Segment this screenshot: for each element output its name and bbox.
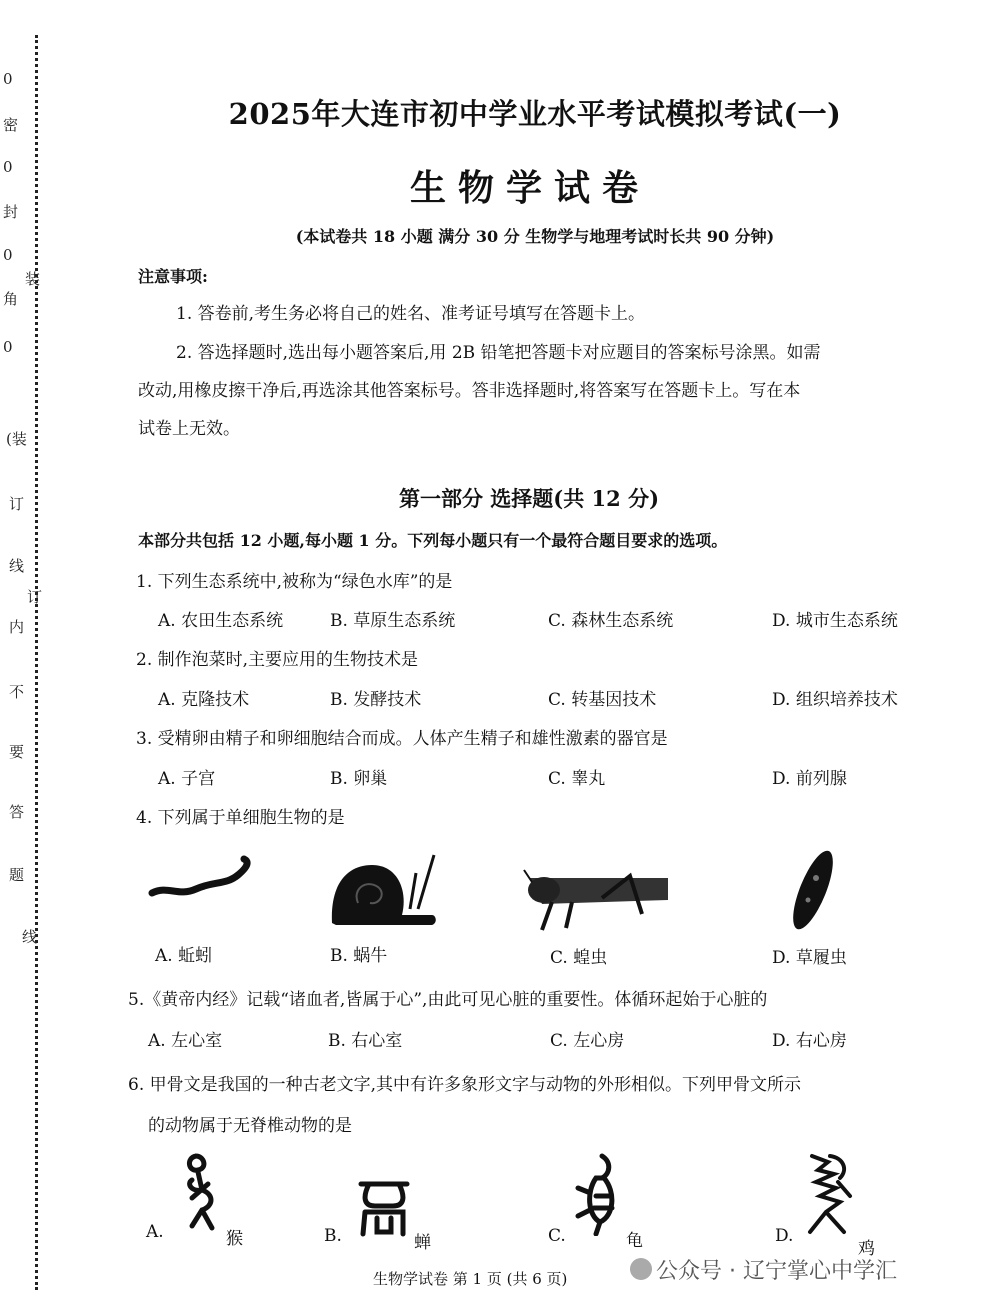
glyph-name-d: 鸡 [858, 1239, 875, 1259]
margin-char: 订 [9, 495, 25, 513]
option-d: D. 草履虫 [772, 948, 847, 968]
option-d: D. 城市生态系统 [772, 611, 898, 631]
option-d: D. 组织培养技术 [772, 690, 898, 710]
margin-char: 答 [9, 803, 25, 821]
option-b: B. 发酵技术 [330, 690, 422, 710]
margin-char: 线 [9, 557, 25, 575]
notice-item-2-cont: 改动,用橡皮擦干净后,再选涂其他答案标号。答非选择题时,将答案写在答题卡上。写在本 [138, 381, 801, 401]
glyph-name-a: 猴 [226, 1229, 243, 1249]
question-stem: 3. 受精卵由精子和卵细胞结合而成。人体产生精子和雄性激素的器官是 [136, 729, 668, 749]
margin-char: 题 [9, 866, 25, 884]
question-stem: 6. 甲骨文是我国的一种古老文字,其中有许多象形文字与动物的外形相似。下列甲骨文所示 [128, 1075, 802, 1095]
paramecium-image [786, 846, 840, 934]
option-b: B. 草原生态系统 [330, 611, 456, 631]
option-b: B. 蜗牛 [330, 946, 388, 966]
watermark: 公众号 · 辽宁掌心中学汇 [656, 1259, 897, 1284]
option-d: D. 右心房 [772, 1031, 847, 1051]
section-intro: 本部分共包括 12 小题,每小题 1 分。下列每小题只有一个最符合题目要求的选项。 [138, 531, 728, 550]
wechat-icon [630, 1258, 652, 1280]
option-c: C. 森林生态系统 [548, 611, 674, 631]
question-stem: 1. 下列生态系统中,被称为“绿色水库”的是 [136, 572, 453, 592]
margin-char: 0 [3, 70, 13, 88]
exam-title: 2025年大连市初中学业水平考试模拟考试(一) [228, 97, 842, 131]
question-stem: 2. 制作泡菜时,主要应用的生物技术是 [136, 650, 419, 670]
margin-char: (装 [6, 430, 27, 448]
margin-char: 0 [3, 158, 13, 176]
question-stem: 5.《黄帝内经》记载“诸血者,皆属于心”,由此可见心脏的重要性。体循环起始于心脏的 [128, 990, 768, 1010]
page-footer: 生物学试卷 第 1 页 (共 6 页) [373, 1270, 568, 1288]
margin-char: 0 [3, 338, 13, 356]
margin-char: 0 [3, 246, 13, 264]
glyph-name-b: 蝉 [414, 1233, 431, 1253]
margin-char: 密 [3, 116, 19, 134]
option-c: C. 转基因技术 [548, 690, 657, 710]
option-b: B. 右心室 [328, 1031, 403, 1051]
glyph-letter-d: D. [775, 1226, 794, 1246]
margin-char: 线 [22, 928, 38, 946]
option-a: A. 农田生态系统 [158, 611, 284, 631]
margin-char: 订 [27, 588, 43, 606]
snail-image [328, 853, 440, 928]
question-stem: 4. 下列属于单细胞生物的是 [136, 808, 345, 828]
notice-item-2-end: 试卷上无效。 [138, 419, 240, 439]
margin-char: 封 [3, 203, 19, 221]
option-c: C. 蝗虫 [550, 948, 608, 968]
earthworm-image [148, 855, 258, 905]
exam-info: (本试卷共 18 小题 满分 30 分 生物学与地理考试时长共 90 分钟) [295, 227, 775, 246]
margin-char: 角 [3, 290, 19, 308]
glyph-letter-a: A. [146, 1222, 164, 1242]
option-a: A. 左心室 [148, 1031, 223, 1051]
locust-image [522, 868, 672, 933]
oracle-chicken-glyph [800, 1152, 856, 1236]
option-a: A. 子宫 [158, 769, 216, 789]
option-a: A. 蚯蚓 [155, 946, 213, 966]
oracle-cicada-glyph [355, 1176, 413, 1238]
margin-char: 要 [9, 743, 25, 761]
margin-char: 装 [25, 270, 41, 288]
option-c: C. 左心房 [550, 1031, 625, 1051]
notice-item-1: 1. 答卷前,考生务必将自己的姓名、准考证号填写在答题卡上。 [176, 304, 646, 324]
notice-item-2: 2. 答选择题时,选出每小题答案后,用 2B 铅笔把答题卡对应题目的答案标号涂黑。如需 [176, 343, 821, 363]
glyph-letter-c: C. [548, 1226, 566, 1246]
option-b: B. 卵巢 [330, 769, 388, 789]
section-title: 第一部分 选择题(共 12 分) [398, 486, 660, 511]
oracle-turtle-glyph [574, 1152, 624, 1236]
paper-subtitle: 生物学试卷 [409, 167, 650, 209]
question-stem-cont: 的动物属于无脊椎动物的是 [148, 1116, 352, 1136]
option-d: D. 前列腺 [772, 769, 847, 789]
option-c: C. 睾丸 [548, 769, 606, 789]
notice-heading: 注意事项: [138, 267, 208, 286]
glyph-name-c: 龟 [626, 1231, 643, 1251]
margin-char: 不 [9, 683, 25, 701]
option-a: A. 克隆技术 [158, 690, 250, 710]
glyph-letter-b: B. [324, 1226, 342, 1246]
margin-char: 内 [9, 618, 25, 636]
oracle-monkey-glyph [178, 1150, 224, 1234]
